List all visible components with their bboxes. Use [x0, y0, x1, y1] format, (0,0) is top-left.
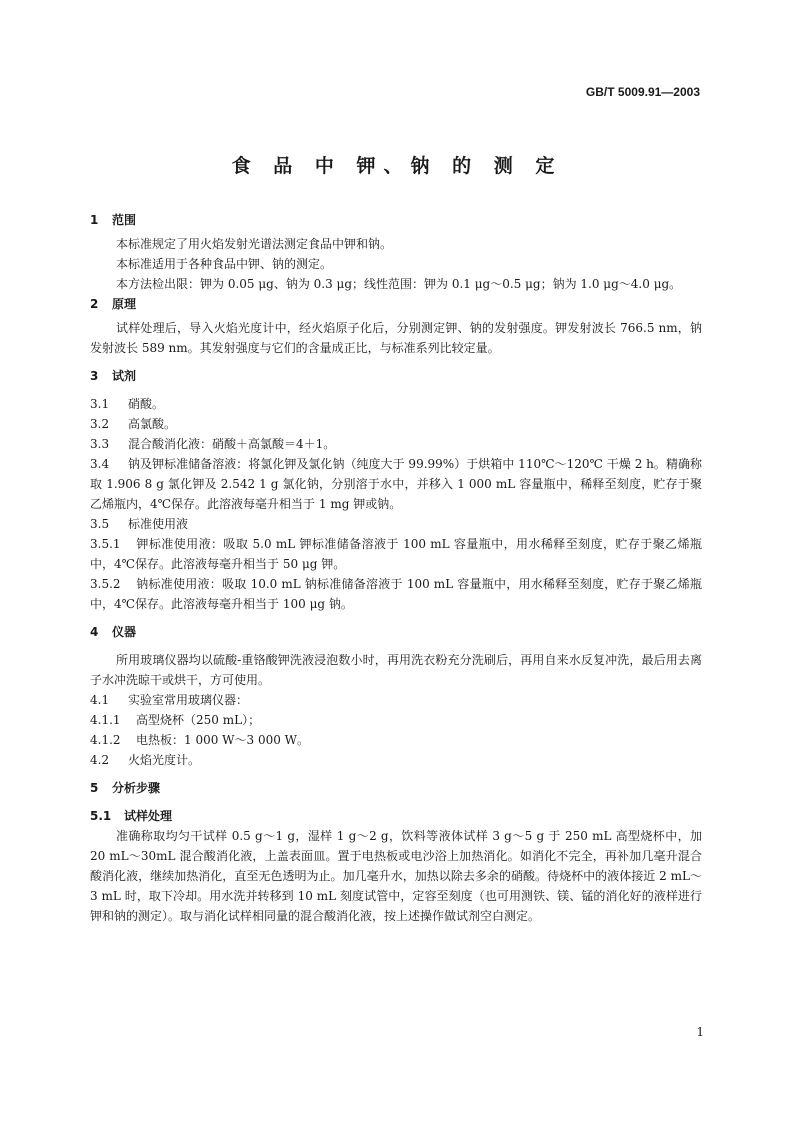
list-item	[90, 730, 702, 750]
item-text: 硝酸。	[128, 397, 165, 411]
list-item	[90, 690, 702, 710]
paragraph: 试样处理后，导入火焰光度计中，经火焰原子化后，分别测定钾、钠的发射强度。钾发射波长 766.5 nm，钠发射波长 589 nm。其发射强度与它们的含量成正比，与标准系列比较定量。	[90, 321, 702, 355]
list-item	[90, 454, 702, 514]
paragraph: 本标准适用于各种食品中钾、钠的测定。	[116, 257, 333, 271]
list-item	[90, 514, 702, 534]
item-number: 3.2	[90, 417, 110, 431]
item-number: 3.3	[90, 437, 110, 451]
section-title: 分析步骤	[112, 781, 161, 795]
list-item	[90, 534, 702, 574]
item-number: 3.1	[90, 397, 110, 411]
section-number: 2	[90, 297, 99, 311]
document-body	[90, 210, 702, 926]
list-item	[90, 710, 702, 730]
section-number: 5	[90, 781, 99, 795]
item-text: 钠及钾标准储备溶液：将氯化钾及氯化钠（纯度大于 99.99%）于烘箱中 110℃～120℃ 干燥 2 h。精确称取 1.906 8 g 氯化钾及 2.542 1 g 氯化钠，分别溶于水中，并移入 1 000 mL 容量瓶中，稀释至刻度，贮存于聚乙烯瓶内，4℃保存。此溶液每毫升相当于 1 mg 钾或钠。	[90, 457, 702, 511]
item-text: 标准使用液	[128, 517, 189, 531]
item-text: 钾标准使用液：吸取 5.0 mL 钾标准储备溶液于 100 mL 容量瓶中，用水稀释至刻度，贮存于聚乙烯瓶中，4℃保存。此溶液每毫升相当于 50 μg 钾。	[90, 537, 702, 571]
item-number: 4.2	[90, 753, 110, 767]
paragraph: 本方法检出限：钾为 0.05 μg、钠为 0.3 μg；线性范围：钾为 0.1 μg～0.5 μg；钠为 1.0 μg～4.0 μg。	[116, 277, 682, 291]
item-number: 3.5.2	[90, 577, 121, 591]
item-number: 4.1.1	[90, 713, 121, 727]
item-number: 3.4	[90, 457, 110, 471]
item-text: 混合酸消化液：硝酸＋高氯酸＝4＋1。	[128, 437, 336, 451]
section-title: 仪器	[112, 625, 137, 639]
list-item	[90, 414, 702, 434]
section-number: 1	[90, 213, 99, 227]
list-item	[90, 750, 702, 770]
paragraph: 准确称取均匀干试样 0.5 g～1 g，湿样 1 g～2 g，饮料等液体试样 3 g～5 g 于 250 mL 高型烧杯中，加 20 mL～30mL 混合酸消化液，上盖表面皿。置于电热板或电沙浴上加热消化。如消化不完全，再补加几毫升混合酸消化液，继续加热消化，直至无色透明为止。加几毫升水，加热以除去多余的硝酸。待烧杯中的液体接近 2 mL～3 mL 时，取下冷却。用水洗并转移到 10 mL 刻度试管中，定容至刻度（也可用测铁、镁、锰的消化好的液样进行钾和钠的测定）。取与消化试样相同量的混合酸消化液，按上述操作做试剂空白测定。	[90, 829, 702, 923]
section-heading-scope	[90, 210, 702, 230]
item-number: 4.1	[90, 693, 110, 707]
item-number: 3.5	[90, 517, 110, 531]
item-text: 钠标准使用液：吸取 10.0 mL 钠标准储备溶液于 100 mL 容量瓶中，用水稀释至刻度，贮存于聚乙烯瓶中，4℃保存。此溶液每毫升相当于 100 μg 钠。	[90, 577, 702, 611]
section-heading-instruments	[90, 622, 702, 642]
section-title: 原理	[112, 297, 137, 311]
item-text: 实验室常用玻璃仪器：	[128, 693, 249, 707]
item-text: 高氯酸。	[128, 417, 177, 431]
list-item	[90, 434, 702, 454]
section-title: 试剂	[112, 369, 137, 383]
item-text: 火焰光度计。	[128, 753, 201, 767]
page-number: 1	[696, 1025, 704, 1039]
subsection-heading-sample-treatment	[90, 806, 702, 826]
item-text: 高型烧杯（250 mL）；	[136, 713, 261, 727]
section-heading-principle	[90, 294, 702, 314]
section-title: 范围	[112, 213, 137, 227]
list-item	[90, 394, 702, 414]
paragraph: 所用玻璃仪器均以硫酸-重铬酸钾洗液浸泡数小时，再用洗衣粉充分洗刷后，再用自来水反复冲洗，最后用去离子水冲洗晾干或烘干，方可使用。	[90, 653, 702, 687]
standard-code: GB/T 5009.91—2003	[585, 85, 700, 99]
item-number: 3.5.1	[90, 537, 121, 551]
item-text: 电热板：1 000 W～3 000 W。	[136, 733, 310, 747]
subsection-title: 试样处理	[124, 809, 173, 823]
list-item	[90, 574, 702, 614]
section-heading-reagents	[90, 366, 702, 386]
item-number: 4.1.2	[90, 733, 121, 747]
section-number: 3	[90, 369, 99, 383]
section-number: 4	[90, 625, 99, 639]
paragraph: 本标准规定了用火焰发射光谱法测定食品中钾和钠。	[116, 237, 393, 251]
subsection-number: 5.1	[90, 809, 112, 823]
document-title: 食 品 中 钾、钠 的 测 定	[231, 155, 563, 177]
section-heading-analysis	[90, 778, 702, 798]
